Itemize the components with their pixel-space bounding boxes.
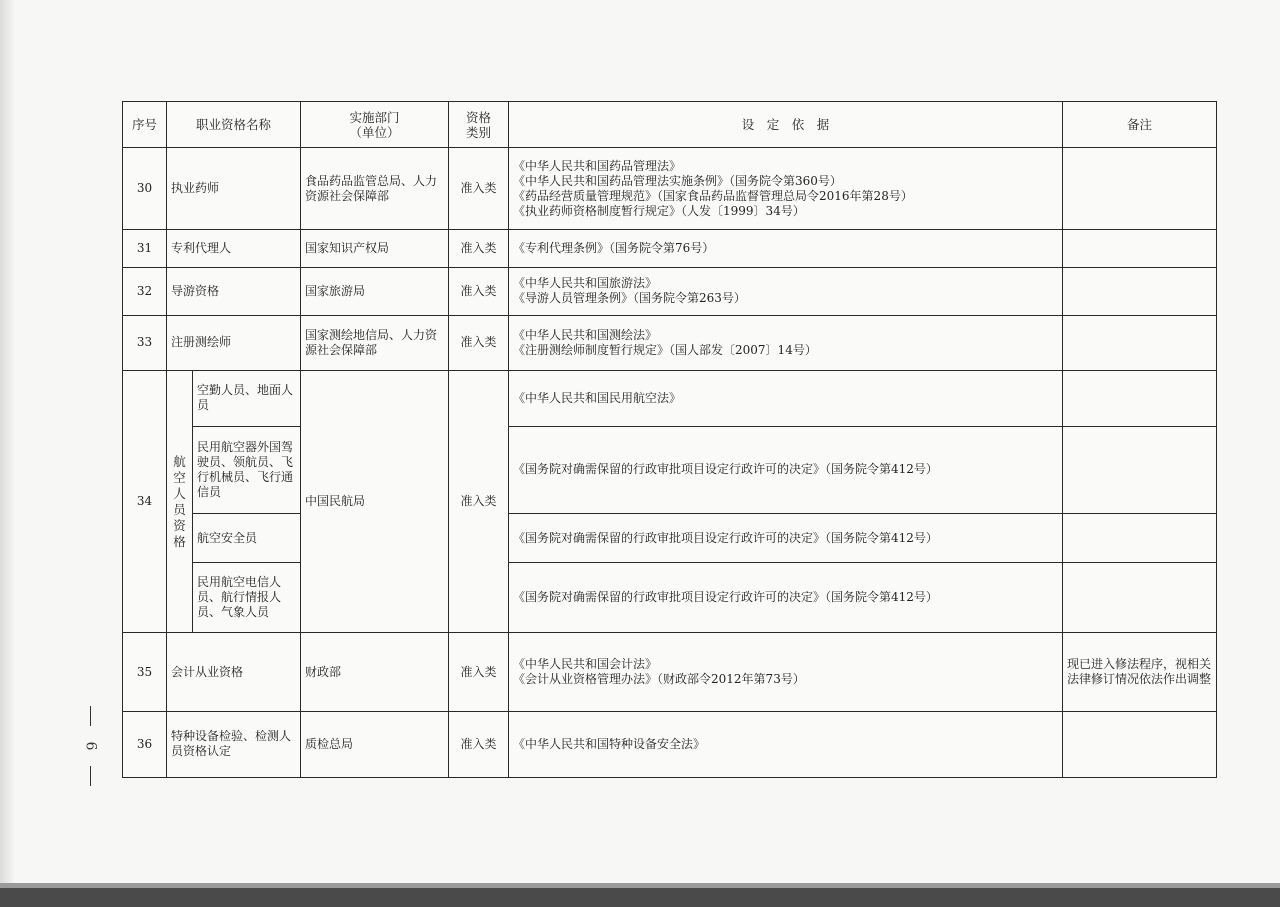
header-name: 职业资格名称 [167,102,301,148]
header-dept-line1: 实施部门 [349,109,400,125]
row-note [1063,268,1217,315]
sub-name: 民用航空器外国驾驶员、领航员、飞行机械员、飞行通信员 [193,426,301,513]
header-row [123,102,1217,148]
scan-bottom-edge [0,883,1280,907]
table-row [123,230,1217,268]
basis-line: 《中华人民共和国药品管理法》 [513,158,682,173]
sub-basis: 《中华人民共和国民用航空法》 [509,370,1063,426]
header-note: 备注 [1063,102,1217,148]
table-row [123,148,1217,230]
row-category: 准入类 [449,315,509,370]
row-seq: 33 [123,315,167,370]
header-category [449,102,509,148]
row-seq: 35 [123,633,167,711]
row-dept: 国家知识产权局 [301,230,449,268]
row-seq: 32 [123,268,167,315]
row-name: 会计从业资格 [167,633,301,711]
row-seq: 34 [123,370,167,633]
header-seq: 序号 [123,102,167,148]
row-note [1063,711,1217,777]
basis-line: 《中华人民共和国特种设备安全法》 [513,736,706,751]
row-basis [509,230,1063,268]
page-number-dash [90,706,91,726]
table-row [123,711,1217,777]
basis-line: 《中华人民共和国药品管理法实施条例》（国务院令第360号） [513,173,842,188]
table-row [123,426,1217,513]
basis-line: 《专利代理条例》（国务院令第76号） [513,241,715,256]
basis-line: 《会计从业资格管理办法》（财政部令2012年第73号） [513,672,805,687]
row-dept: 财政部 [301,633,449,711]
sub-note [1063,563,1217,633]
page-number-text: 6 [81,741,98,751]
basis-line: 《中华人民共和国旅游法》 [513,276,658,291]
basis-line: 《导游人员管理条例》（国务院令第263号） [513,291,746,306]
row-basis [509,268,1063,315]
row-seq: 30 [123,148,167,230]
row-dept: 质检总局 [301,711,449,777]
row-basis [509,711,1063,777]
basis-line: 《执业药师资格制度暂行规定》（人发〔1999〕34号） [513,203,805,218]
sub-note [1063,514,1217,563]
header-dept-line2: （单位） [349,124,400,140]
row-category: 准入类 [449,633,509,711]
row-category: 准入类 [449,230,509,268]
page-number [80,706,100,786]
header-cat-line1: 资格 [466,109,492,125]
row-dept: 国家旅游局 [301,268,449,315]
row-note: 现已进入修法程序，视相关法律修订情况依法作出调整 [1063,633,1217,711]
basis-line: 《中华人民共和国会计法》 [513,657,658,672]
qualification-table [122,101,1217,778]
basis-line: 《药品经营质量管理规范》（国家食品药品监督管理总局令2016年第28号） [513,188,913,203]
header-basis: 设 定 依 据 [509,102,1063,148]
row-dept: 国家测绘地信局、人力资源社会保障部 [301,315,449,370]
sub-note [1063,370,1217,426]
basis-line: 《注册测绘师制度暂行规定》（国人部发〔2007〕14号） [513,342,817,357]
row-name: 导游资格 [167,268,301,315]
row-note [1063,230,1217,268]
row-category: 准入类 [449,268,509,315]
row-basis [509,148,1063,230]
row-category: 准入类 [449,370,509,633]
row-group-name: 航空人员资格 [167,370,193,633]
row-note [1063,148,1217,230]
table-row [123,633,1217,711]
header-dept [301,102,449,148]
header-cat-line2: 类别 [466,124,492,140]
row-name: 注册测绘师 [167,315,301,370]
row-seq: 31 [123,230,167,268]
sub-name: 航空安全员 [193,514,301,563]
basis-line: 《中华人民共和国测绘法》 [513,327,658,342]
row-name: 专利代理人 [167,230,301,268]
row-dept: 食品药品监管总局、人力资源社会保障部 [301,148,449,230]
table-row [123,514,1217,563]
table-row [123,563,1217,633]
table-row [123,370,1217,426]
row-seq: 36 [123,711,167,777]
page-edge [0,0,14,907]
row-name: 执业药师 [167,148,301,230]
row-dept: 中国民航局 [301,370,449,633]
row-basis [509,633,1063,711]
sub-basis: 《国务院对确需保留的行政审批项目设定行政许可的决定》（国务院令第412号） [509,426,1063,513]
sub-name: 空勤人员、地面人员 [193,370,301,426]
table-row [123,268,1217,315]
table-row [123,315,1217,370]
row-name: 特种设备检验、检测人员资格认定 [167,711,301,777]
row-category: 准入类 [449,148,509,230]
page-number-dash [90,766,91,786]
sub-name: 民用航空电信人员、航行情报人员、气象人员 [193,563,301,633]
row-basis [509,315,1063,370]
row-note [1063,315,1217,370]
row-category: 准入类 [449,711,509,777]
sub-basis: 《国务院对确需保留的行政审批项目设定行政许可的决定》（国务院令第412号） [509,563,1063,633]
sub-note [1063,426,1217,513]
sub-basis: 《国务院对确需保留的行政审批项目设定行政许可的决定》（国务院令第412号） [509,514,1063,563]
